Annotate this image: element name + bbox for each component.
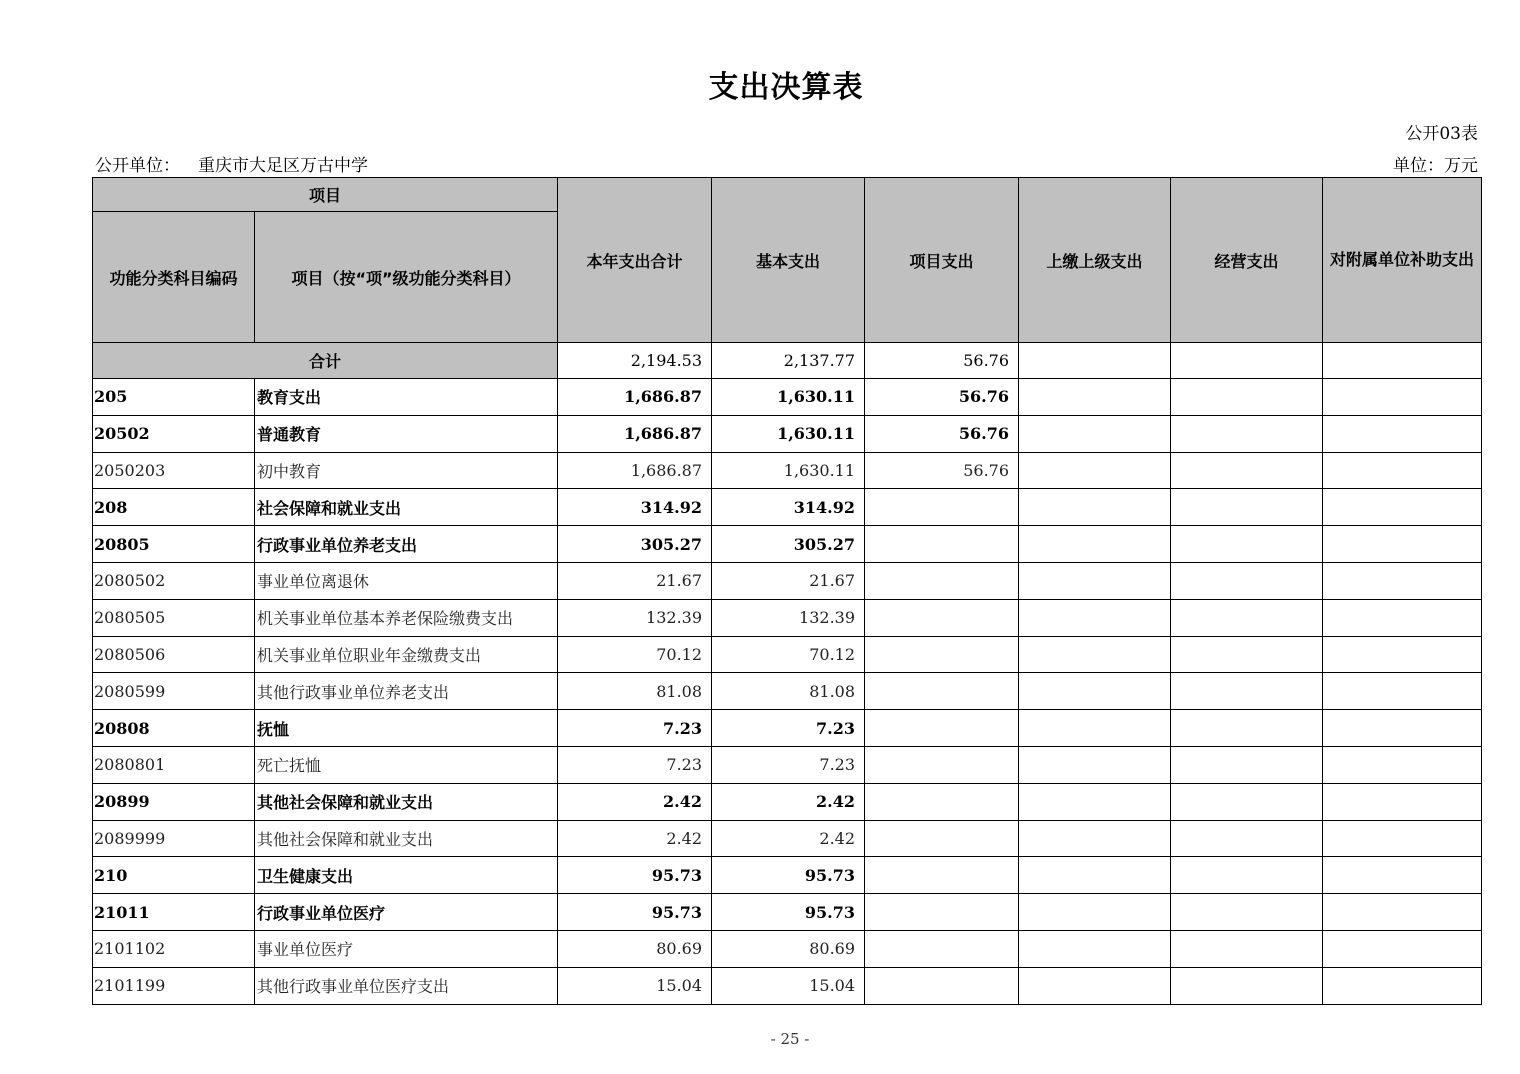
cell-project [865, 710, 1019, 747]
cell-code: 20808 [93, 710, 255, 747]
cell-name: 社会保障和就业支出 [255, 489, 558, 526]
cell-upper [1019, 746, 1171, 783]
cell-subsidy [1323, 379, 1482, 416]
cell-name: 初中教育 [255, 452, 558, 489]
cell-basic: 95.73 [712, 857, 865, 894]
table-row [93, 820, 1482, 857]
cell-upper [1019, 452, 1171, 489]
cell-subsidy [1323, 820, 1482, 857]
cell-upper [1019, 599, 1171, 636]
cell-upper [1019, 967, 1171, 1004]
total-cell-project: 56.76 [865, 343, 1019, 379]
header-subsidy: 对附属单位补助支出 [1323, 178, 1482, 343]
cell-project [865, 783, 1019, 820]
total-cell-basic: 2,137.77 [712, 343, 865, 379]
cell-business [1171, 599, 1323, 636]
header-code: 功能分类科目编码 [93, 212, 255, 343]
cell-project [865, 967, 1019, 1004]
cell-basic: 7.23 [712, 710, 865, 747]
cell-project [865, 599, 1019, 636]
cell-name: 其他社会保障和就业支出 [255, 783, 558, 820]
total-cell-upper [1019, 343, 1171, 379]
cell-project [865, 820, 1019, 857]
cell-code: 2089999 [93, 820, 255, 857]
cell-name: 机关事业单位职业年金缴费支出 [255, 636, 558, 673]
cell-name: 普通教育 [255, 415, 558, 452]
cell-code: 205 [93, 379, 255, 416]
cell-code: 2080505 [93, 599, 255, 636]
cell-code: 210 [93, 857, 255, 894]
total-cell-business [1171, 343, 1323, 379]
cell-subsidy [1323, 562, 1482, 599]
cell-upper [1019, 562, 1171, 599]
cell-name: 其他社会保障和就业支出 [255, 820, 558, 857]
cell-business [1171, 415, 1323, 452]
table-row [93, 599, 1482, 636]
cell-basic: 2.42 [712, 820, 865, 857]
table-row [93, 452, 1482, 489]
header-total: 本年支出合计 [558, 178, 712, 343]
cell-subsidy [1323, 894, 1482, 931]
cell-project: 56.76 [865, 452, 1019, 489]
expenditure-table [92, 177, 1482, 1005]
cell-total: 2.42 [558, 783, 712, 820]
cell-project: 56.76 [865, 415, 1019, 452]
cell-upper [1019, 673, 1171, 710]
cell-total: 95.73 [558, 894, 712, 931]
cell-basic: 2.42 [712, 783, 865, 820]
cell-code: 208 [93, 489, 255, 526]
cell-business [1171, 930, 1323, 967]
header-name: 项目（按“项”级功能分类科目） [255, 212, 558, 343]
cell-name: 卫生健康支出 [255, 857, 558, 894]
cell-subsidy [1323, 930, 1482, 967]
table-row [93, 857, 1482, 894]
cell-code: 2080599 [93, 673, 255, 710]
cell-business [1171, 526, 1323, 563]
cell-basic: 21.67 [712, 562, 865, 599]
cell-basic: 1,630.11 [712, 415, 865, 452]
cell-total: 81.08 [558, 673, 712, 710]
page-title: 支出决算表 [708, 70, 864, 105]
cell-code: 20899 [93, 783, 255, 820]
table-row [93, 526, 1482, 563]
header-upper: 上缴上级支出 [1019, 178, 1171, 343]
cell-upper [1019, 783, 1171, 820]
cell-code: 20502 [93, 415, 255, 452]
cell-code: 21011 [93, 894, 255, 931]
cell-upper [1019, 379, 1171, 416]
header-project: 项目支出 [865, 178, 1019, 343]
cell-total: 1,686.87 [558, 379, 712, 416]
cell-project [865, 636, 1019, 673]
total-cell-subsidy [1323, 343, 1482, 379]
cell-name: 事业单位离退休 [255, 562, 558, 599]
cell-total: 132.39 [558, 599, 712, 636]
cell-basic: 305.27 [712, 526, 865, 563]
cell-basic: 95.73 [712, 894, 865, 931]
table-row [93, 967, 1482, 1004]
cell-subsidy [1323, 489, 1482, 526]
cell-total: 15.04 [558, 967, 712, 1004]
cell-project [865, 746, 1019, 783]
cell-code: 2101102 [93, 930, 255, 967]
cell-basic: 81.08 [712, 673, 865, 710]
table-row [93, 783, 1482, 820]
cell-subsidy [1323, 746, 1482, 783]
cell-code: 2101199 [93, 967, 255, 1004]
cell-total: 314.92 [558, 489, 712, 526]
cell-business [1171, 379, 1323, 416]
cell-basic: 7.23 [712, 746, 865, 783]
cell-project [865, 857, 1019, 894]
cell-upper [1019, 710, 1171, 747]
cell-basic: 132.39 [712, 599, 865, 636]
cell-name: 抚恤 [255, 710, 558, 747]
cell-total: 21.67 [558, 562, 712, 599]
cell-total: 7.23 [558, 746, 712, 783]
cell-total: 95.73 [558, 857, 712, 894]
cell-subsidy [1323, 599, 1482, 636]
cell-business [1171, 746, 1323, 783]
cell-subsidy [1323, 967, 1482, 1004]
table-row [93, 710, 1482, 747]
cell-business [1171, 894, 1323, 931]
cell-basic: 1,630.11 [712, 452, 865, 489]
cell-code: 2080506 [93, 636, 255, 673]
table-row [93, 746, 1482, 783]
cell-name: 事业单位医疗 [255, 930, 558, 967]
cell-business [1171, 967, 1323, 1004]
cell-project [865, 526, 1019, 563]
currency-unit: 单位：万元 [1393, 156, 1478, 176]
cell-name: 死亡抚恤 [255, 746, 558, 783]
cell-project [865, 930, 1019, 967]
cell-upper [1019, 526, 1171, 563]
cell-subsidy [1323, 415, 1482, 452]
table-row [93, 379, 1482, 416]
cell-subsidy [1323, 636, 1482, 673]
table-row [93, 930, 1482, 967]
cell-project [865, 489, 1019, 526]
cell-upper [1019, 636, 1171, 673]
cell-code: 2080502 [93, 562, 255, 599]
cell-upper [1019, 857, 1171, 894]
cell-subsidy [1323, 452, 1482, 489]
cell-upper [1019, 930, 1171, 967]
cell-basic: 314.92 [712, 489, 865, 526]
cell-project [865, 673, 1019, 710]
cell-name: 行政事业单位医疗 [255, 894, 558, 931]
table-row [93, 894, 1482, 931]
cell-subsidy [1323, 710, 1482, 747]
cell-upper [1019, 415, 1171, 452]
reporting-unit-name: 重庆市大足区万古中学 [198, 156, 368, 176]
cell-upper [1019, 820, 1171, 857]
cell-business [1171, 710, 1323, 747]
table-row [93, 673, 1482, 710]
cell-business [1171, 562, 1323, 599]
cell-name: 行政事业单位养老支出 [255, 526, 558, 563]
cell-name: 教育支出 [255, 379, 558, 416]
total-row [93, 343, 1482, 379]
cell-subsidy [1323, 526, 1482, 563]
cell-business [1171, 489, 1323, 526]
cell-project [865, 562, 1019, 599]
cell-upper [1019, 894, 1171, 931]
cell-basic: 15.04 [712, 967, 865, 1004]
header-project-group: 项目 [93, 178, 558, 212]
cell-name: 机关事业单位基本养老保险缴费支出 [255, 599, 558, 636]
header-business: 经营支出 [1171, 178, 1323, 343]
table-row [93, 415, 1482, 452]
cell-subsidy [1323, 857, 1482, 894]
table-row [93, 636, 1482, 673]
cell-basic: 70.12 [712, 636, 865, 673]
cell-total: 305.27 [558, 526, 712, 563]
cell-code: 2080801 [93, 746, 255, 783]
cell-code: 2050203 [93, 452, 255, 489]
header-basic: 基本支出 [712, 178, 865, 343]
cell-business [1171, 673, 1323, 710]
cell-business [1171, 636, 1323, 673]
cell-basic: 1,630.11 [712, 379, 865, 416]
reporting-unit [95, 151, 368, 176]
cell-project [865, 894, 1019, 931]
cell-total: 80.69 [558, 930, 712, 967]
cell-business [1171, 783, 1323, 820]
total-cell-total: 2,194.53 [558, 343, 712, 379]
cell-business [1171, 820, 1323, 857]
page-number: - 25 - [770, 1030, 810, 1048]
cell-business [1171, 452, 1323, 489]
cell-total: 2.42 [558, 820, 712, 857]
table-row [93, 562, 1482, 599]
cell-business [1171, 857, 1323, 894]
cell-upper [1019, 489, 1171, 526]
total-label: 合计 [93, 343, 558, 379]
cell-code: 20805 [93, 526, 255, 563]
reporting-unit-label: 公开单位： [95, 156, 180, 176]
cell-total: 1,686.87 [558, 452, 712, 489]
cell-basic: 80.69 [712, 930, 865, 967]
cell-project: 56.76 [865, 379, 1019, 416]
table-number: 公开03表 [1405, 124, 1478, 144]
cell-total: 7.23 [558, 710, 712, 747]
cell-total: 70.12 [558, 636, 712, 673]
cell-name: 其他行政事业单位医疗支出 [255, 967, 558, 1004]
table-row [93, 489, 1482, 526]
cell-subsidy [1323, 783, 1482, 820]
cell-name: 其他行政事业单位养老支出 [255, 673, 558, 710]
cell-total: 1,686.87 [558, 415, 712, 452]
cell-subsidy [1323, 673, 1482, 710]
